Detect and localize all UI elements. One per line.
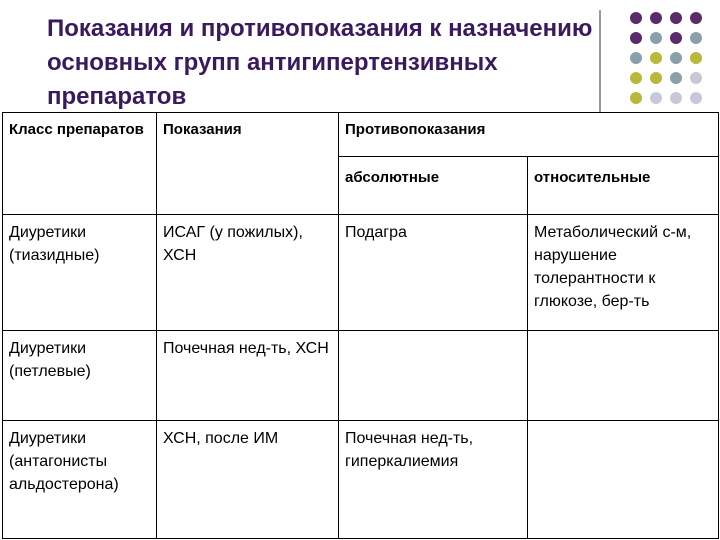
decorative-dot-grid bbox=[624, 12, 708, 122]
cell-class: Диуретики (петлевые) bbox=[3, 331, 157, 421]
header-class: Класс препаратов bbox=[3, 113, 157, 215]
decorative-dot bbox=[650, 52, 662, 64]
decorative-dot bbox=[690, 92, 702, 104]
table-row bbox=[3, 331, 719, 421]
decorative-dot bbox=[670, 12, 682, 24]
decorative-dot bbox=[650, 32, 662, 44]
header-absolute: абсолютные bbox=[339, 157, 528, 215]
header-indications: Показания bbox=[157, 113, 339, 215]
cell-absolute bbox=[339, 331, 528, 421]
decorative-dot bbox=[670, 92, 682, 104]
table-row bbox=[3, 215, 719, 331]
header-relative: относительные bbox=[528, 157, 719, 215]
cell-relative bbox=[528, 331, 719, 421]
decorative-dot bbox=[630, 12, 642, 24]
cell-indications: ХСН, после ИМ bbox=[157, 421, 339, 539]
indications-table bbox=[2, 112, 719, 539]
decorative-dot bbox=[690, 52, 702, 64]
cell-indications: Почечная нед-ть, ХСН bbox=[157, 331, 339, 421]
decorative-dot bbox=[630, 72, 642, 84]
slide-title: Показания и противопоказания к назначению основных групп антигипертензивных препаратов bbox=[47, 15, 593, 110]
table-row bbox=[3, 421, 719, 539]
header-contraindications: Противопоказания bbox=[339, 113, 719, 157]
cell-relative bbox=[528, 421, 719, 539]
decorative-dot bbox=[670, 72, 682, 84]
decorative-dot bbox=[650, 72, 662, 84]
decorative-dot bbox=[690, 12, 702, 24]
cell-indications: ИСАГ (у пожилых), ХСН bbox=[157, 215, 339, 331]
decorative-dot bbox=[690, 32, 702, 44]
cell-class: Диуретики (антагонисты альдостерона) bbox=[3, 421, 157, 539]
cell-absolute: Подагра bbox=[339, 215, 528, 331]
decorative-dot bbox=[670, 32, 682, 44]
cell-class: Диуретики (тиазидные) bbox=[3, 215, 157, 331]
decorative-dot bbox=[630, 52, 642, 64]
decorative-dot bbox=[630, 32, 642, 44]
decorative-dot bbox=[650, 92, 662, 104]
decorative-dot bbox=[630, 92, 642, 104]
table-header-row bbox=[3, 113, 719, 157]
decorative-dot bbox=[690, 72, 702, 84]
decorative-dot bbox=[670, 52, 682, 64]
cell-absolute: Почечная нед-ть, гиперкалиемия bbox=[339, 421, 528, 539]
cell-relative: Метаболический с-м, нарушение толерантности к глюкозе, бер-ть bbox=[528, 215, 719, 331]
decorative-dot bbox=[650, 12, 662, 24]
